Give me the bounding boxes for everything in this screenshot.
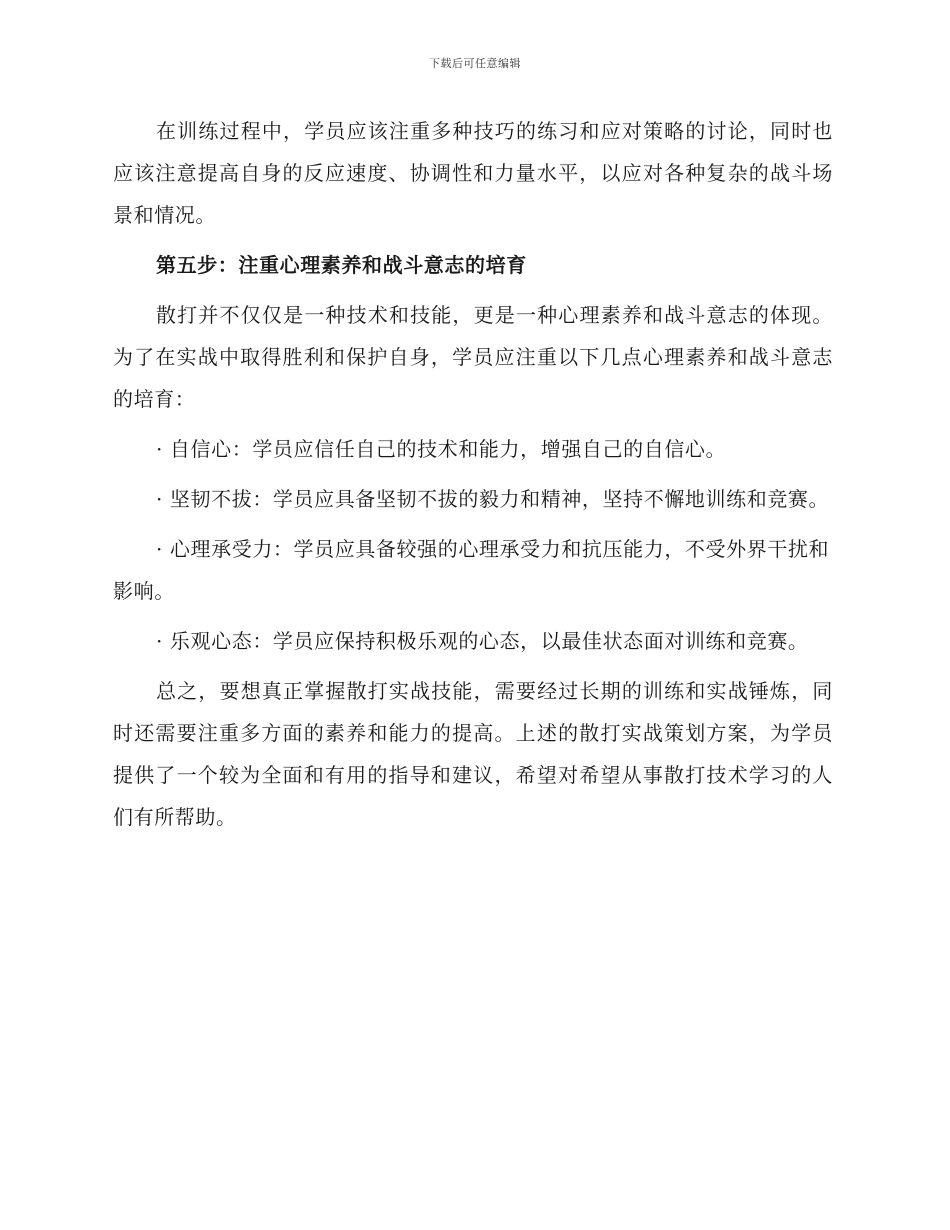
section-paragraph: 散打并不仅仅是一种技术和技能，更是一种心理素养和战斗意志的体现。为了在实战中取得胜利和保护自身，学员应注重以下几点心理素养和战斗意志的培育： [113, 303, 833, 411]
conclusion-paragraph: 总之，要想真正掌握散打实战技能，需要经过长期的训练和实战锤炼，同时还需要注重多方面的素养和能力的提高。上述的散打实战策划方案，为学员提供了一个较为全面和有用的指导和建议，希望对希望从事散打技术学习的人们有所帮助。 [113, 679, 833, 829]
bullet-item-resilience: · 心理承受力：学员应具备较强的心理承受力和抗压能力，不受外界干扰和影响。 [113, 537, 830, 603]
document-body [113, 110, 833, 846]
intro-paragraph: 在训练过程中，学员应该注重多种技巧的练习和应对策略的讨论，同时也应该注意提高自身的反应速度、协调性和力量水平，以应对各种复杂的战斗场景和情况。 [113, 119, 833, 227]
bullet-item-perseverance: · 坚韧不拔：学员应具备坚韧不拔的毅力和精神，坚持不懈地训练和竞赛。 [156, 487, 830, 511]
bullet-item-optimism: · 乐观心态：学员应保持积极乐观的心态，以最佳状态面对训练和竞赛。 [156, 629, 809, 653]
section-heading: 第五步：注重心理素养和战斗意志的培育 [156, 253, 527, 277]
bullet-item-confidence: · 自信心：学员应信任自己的技术和能力，增强自己的自信心。 [156, 437, 727, 461]
page-header: 下载后可任意编辑 [429, 57, 521, 70]
